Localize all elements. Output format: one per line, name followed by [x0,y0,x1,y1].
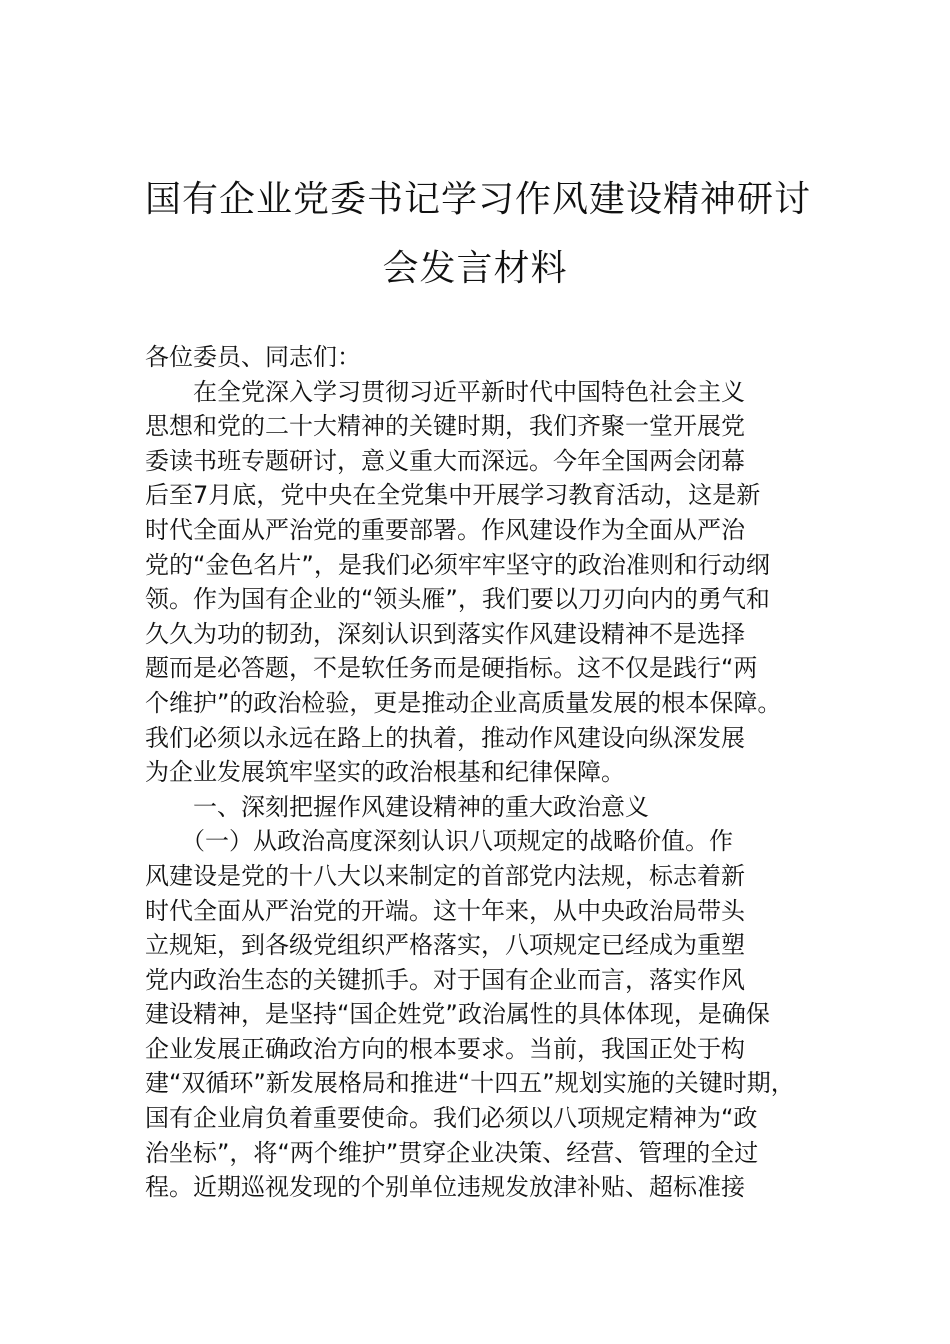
body-line: 企业发展正确政治方向的根本要求。当前，我国正处于构 [145,1034,745,1063]
body-line: 时代全面从严治党的开端。这十年来，从中央政治局带头 [145,896,745,925]
body-line: 后至7月底，党中央在全党集中开展学习教育活动，这是新 [145,481,761,510]
body-line: 领。作为国有企业的“领头雁”，我们要以刀刃向内的勇气和 [145,585,770,614]
body-line: 久久为功的韧劲，深刻认识到落实作风建设精神不是选择 [145,619,745,648]
body-line: 思想和党的二十大精神的关键时期，我们齐聚一堂开展党 [145,412,745,441]
body-line: 在全党深入学习贯彻习近平新时代中国特色社会主义 [145,377,745,406]
body-line: 个维护”的政治检验，更是推动企业高质量发展的根本保障。 [145,688,782,717]
document-body [145,340,825,1205]
body-line: 委读书班专题研讨，意义重大而深远。今年全国两会闭幕 [145,446,745,475]
body-line: 风建设是党的十八大以来制定的首部党内法规，标志着新 [145,861,745,890]
body-line: 时代全面从严治党的重要部署。作风建设作为全面从严治 [145,515,745,544]
salutation: 各位委员、同志们： [145,343,361,371]
document-title-line-1: 国有企业党委书记学习作风建设精神研讨 [145,179,812,220]
body-line: 建“双循环”新发展格局和推进“十四五”规划实施的关键时期， [145,1069,795,1098]
body-line: 立规矩，到各级党组织严格落实，八项规定已经成为重塑 [145,931,745,960]
body-line: 党内政治生态的关键抓手。对于国有企业而言，落实作风 [145,965,745,994]
body-line: 我们必须以永远在路上的执着，推动作风建设向纵深发展 [145,723,745,752]
body-line: 程。近期巡视发现的个别单位违规发放津补贴、超标准接 [145,1173,745,1202]
body-line: （一）从政治高度深刻认识八项规定的战略价值。作 [145,827,733,856]
section-heading: 一、深刻把握作风建设精神的重大政治意义 [145,792,649,821]
body-line: 建设精神，是坚持“国企姓党”政治属性的具体体现，是确保 [145,1000,770,1029]
body-line: 为企业发展筑牢坚实的政治根基和纪律保障。 [145,758,625,787]
body-line: 题而是必答题，不是软任务而是硬指标。这不仅是践行“两 [145,654,758,683]
document-title-line-2: 会发言材料 [382,248,568,289]
body-line: 国有企业肩负着重要使命。我们必须以八项规定精神为“政 [145,1104,758,1133]
body-line: 治坐标”，将“两个维护”贯穿企业决策、经营、管理的全过 [145,1138,759,1167]
body-line: 党的“金色名片”，是我们必须牢牢坚守的政治准则和行动纲 [145,550,770,579]
